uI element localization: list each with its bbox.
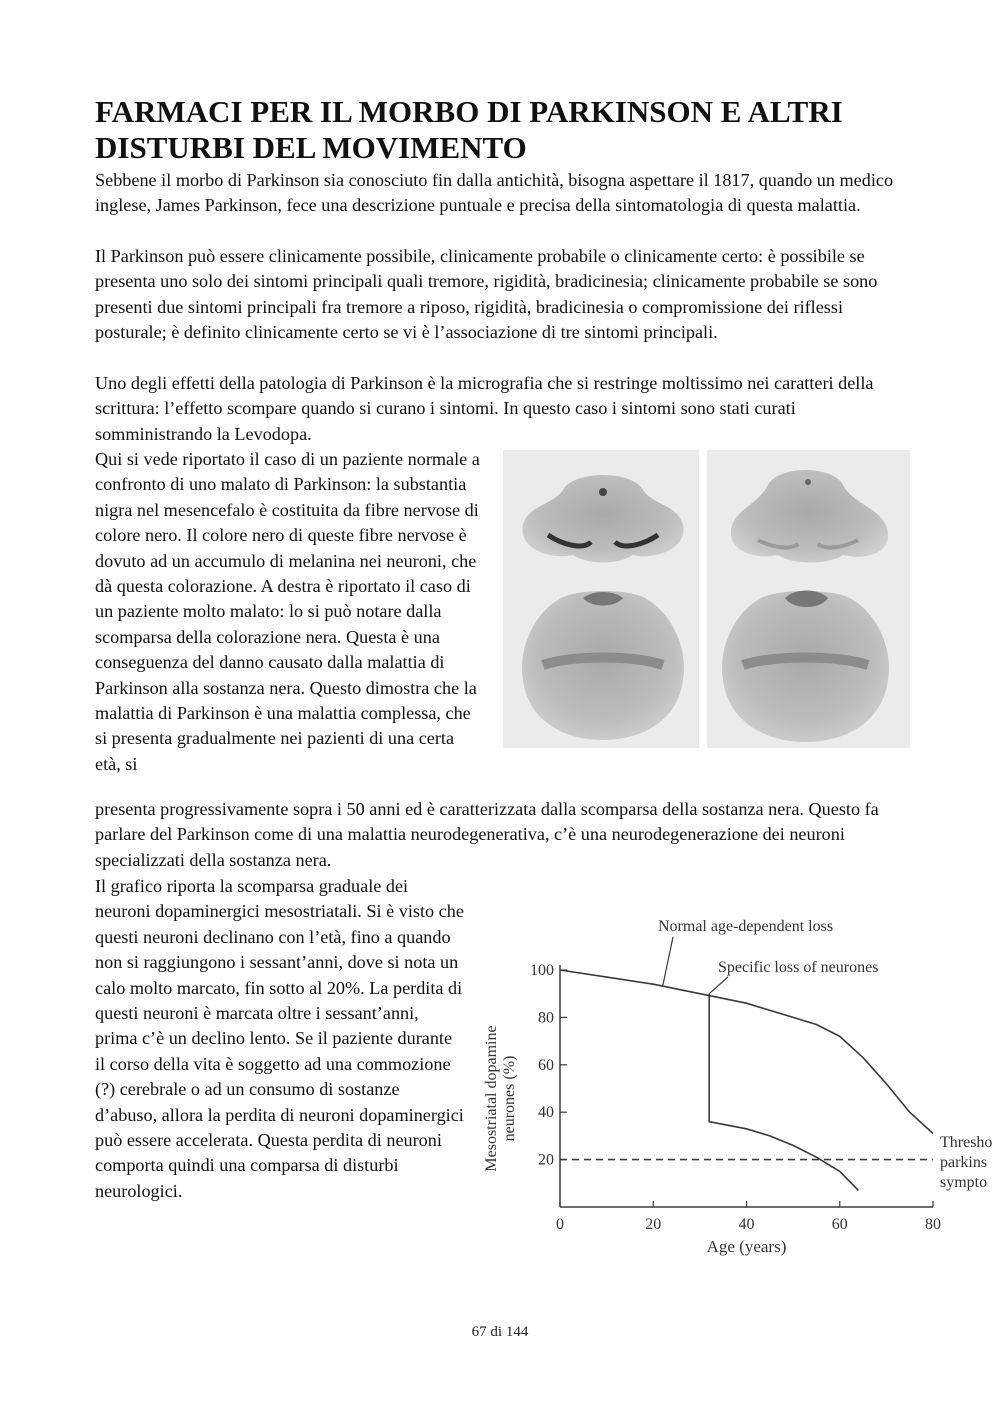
paragraph-graph-description: Il grafico riporta la scomparsa graduale dei neuroni dopaminergici mesostriatali. Si è visto che questi neuroni declinano con l’età, fino a quando non si raggiungono i sessant’anni, dove si nota un calo molto marcato, fin sotto al 20%. La perdita di questi neuroni è marcata oltre i sessant’anni, prima c’è un declino lento. Se il paziente durante il corso della vita è soggetto ad una commozione (?) cerebrale o ad un consumo di sostanze d’abuso, allora la perdita di neuroni dopaminergici può essere accelerata. Questa perdita di neuroni comporta quindi una comparsa di disturbi neurologici. <box>95 876 464 1201</box>
page-title: FARMACI PER IL MORBO DI PARKINSON E ALTRI DISTURBI DEL MOVIMENTO <box>95 94 843 165</box>
annotation-specific-pointer <box>709 977 728 994</box>
y-tick-label: 100 <box>530 962 554 979</box>
paragraph-micrografia: Uno degli effetti della patologia di Parkinson è la micrografia che si restringe moltissimo nei caratteri della scrittura: l’effetto scompare quando si curano i sintomi. In questo caso i sintomi sono stati curati somministrando la Levodopa. <box>95 373 874 444</box>
paragraph-neurodegeneration: presenta progressivamente sopra i 50 anni ed è caratterizzata dalla scomparsa della sostanza nera. Questo fa parlare del Parkinson come di una malattia neurodegenerativa, c’è una neurodegenerazione dei neuroni specializzati della sostanza nera. <box>95 799 879 870</box>
x-tick-label: 20 <box>645 1216 662 1233</box>
x-axis-label: Age (years) <box>706 1237 787 1256</box>
annotation-threshold: Thresho <box>940 1134 993 1151</box>
normal-pons-section <box>522 591 684 740</box>
annotation-normal-loss: Normal age-dependent loss <box>658 918 834 935</box>
annotation-specific-loss: Specific loss of neurones <box>718 959 879 976</box>
annotation-threshold: parkins <box>940 1154 988 1171</box>
y-tick-label: 60 <box>538 1056 554 1074</box>
paragraph-substantia-nigra: Qui si vede riportato il caso di un paziente normale a confronto di uno malato di Parkinson: la substantia nigra nel mesencefalo è costituita da fibre nervose di colore nero. Il colore nero di queste fibre nervose è dovuto ad un accumulo di melanina nei neuroni, che dà questa colorazione. A destra è riportato il caso di un paziente molto malato: lo si può notare dalla scomparsa della colorazione nera. Questa è una conseguenza del danno causato dalla malattia di Parkinson alla sostanza nera. Questo dimostra che la malattia di Parkinson è una malattia complessa, che si presenta gradualmente nei pazienti di una certa età, si <box>95 449 480 774</box>
y-tick-label: 80 <box>538 1009 554 1027</box>
y-tick-label: 20 <box>538 1151 554 1169</box>
series-line-1 <box>709 994 858 1191</box>
annotation-threshold: sympto <box>940 1174 988 1191</box>
midbrain-sections-image <box>503 450 910 748</box>
parkinson-pons-section <box>722 591 889 743</box>
y-tick-label: 40 <box>538 1104 554 1122</box>
chart-series <box>560 970 933 1190</box>
y-axis-label: Mesostriatal dopamineneurones (%) <box>483 1025 518 1172</box>
chart-axes <box>560 965 933 1207</box>
x-tick-label: 0 <box>556 1216 564 1233</box>
x-tick-label: 40 <box>738 1216 755 1233</box>
x-tick-label: 80 <box>925 1216 941 1233</box>
paragraph-intro: Sebbene il morbo di Parkinson sia conosciuto fin dalla antichità, bisogna aspettare il 1817, quando un medico inglese, James Parkinson, fece una descrizione puntuale e precisa della sintomatologia di questa malattia. <box>95 170 894 216</box>
annotation-normal-pointer <box>663 937 673 987</box>
series-line-0 <box>560 970 933 1134</box>
paragraph-diagnosis: Il Parkinson può essere clinicamente possibile, clinicamente probabile o clinicamente certo: è possibile se presenta uno solo dei sintomi principali quali tremore, rigidità, bradicinesia; clinicamente probabile se sono presenti due sintomi principali fra tremore a riposo, rigidità, bradicinesia o compromissione dei riflessi posturale; è definito clinicamente certo se vi è l’associazione di tre sintomi principali. <box>95 246 878 343</box>
dopamine-neurons-chart <box>478 905 1000 1260</box>
x-tick-label: 60 <box>831 1216 848 1233</box>
page-number: 67 di 144 <box>471 1324 529 1340</box>
